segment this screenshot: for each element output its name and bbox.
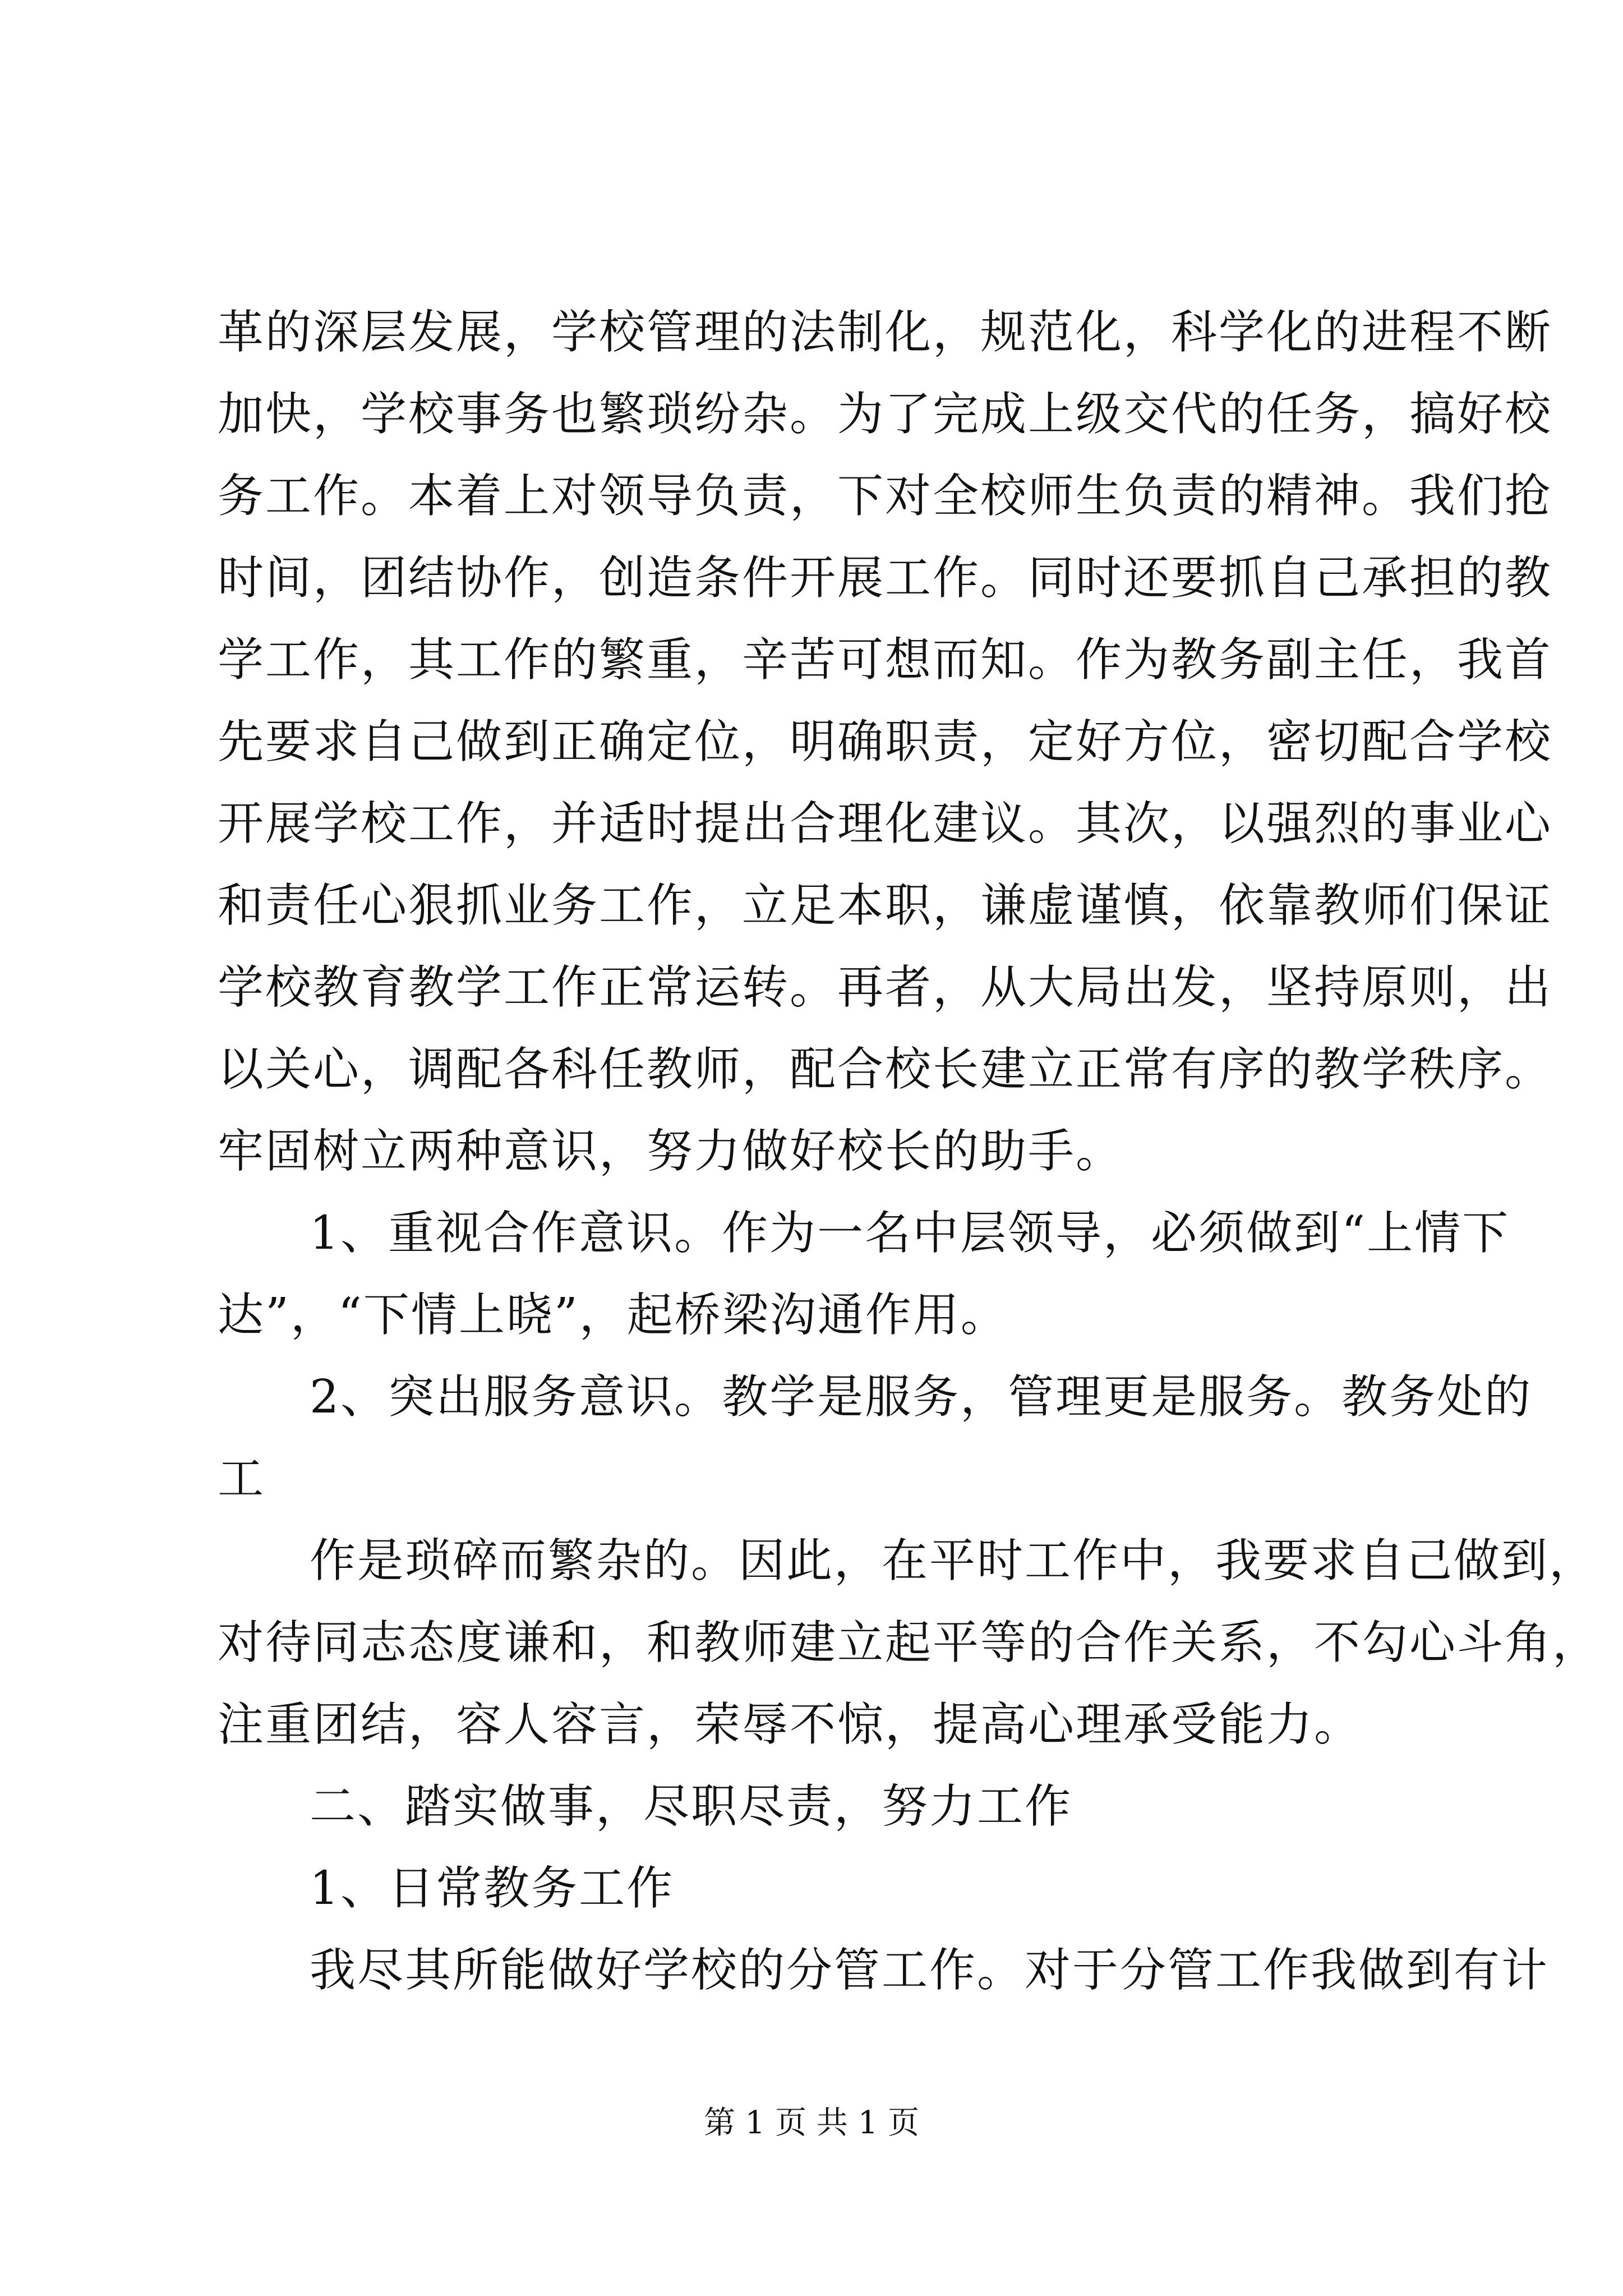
text-line-8: 和责任心狠抓业务工作，立足本职，谦虚谨慎，依靠教师们保证 [218,879,1553,932]
text-line-1: 革的深层发展，学校管理的法制化，规范化，科学化的进程不断 [218,306,1553,359]
paragraph-start-line: 我尽其所能做好学校的分管工作。对于分管工作我做到有计 [310,1944,1550,1997]
paragraph-line-2: 对待同志态度谦和，和教师建立起平等的合作关系，不勾心斗角， [218,1616,1601,1669]
list-item-2-line-2: 工 [218,1452,266,1506]
text-line-9: 学校教育教学工作正常运转。再者，从大局出发，坚持原则，出 [218,961,1553,1014]
text-line-7: 开展学校工作，并适时提出合理化建议。其次，以强烈的事业心 [218,797,1553,850]
list-item-2-line-1: 2、突出服务意识。教学是服务，管理更是服务。教务处的 [310,1370,1533,1424]
list-item-1-line-1: 1、重视合作意识。作为一名中层领导，必须做到“上情下 [310,1207,1510,1260]
paragraph-line-3: 注重团结，容人容言，荣辱不惊，提高心理承受能力。 [218,1698,1362,1751]
text-line-5: 学工作，其工作的繁重，辛苦可想而知。作为教务副主任，我首 [218,633,1553,687]
list-item-1-line-2: 达”，“下情上晓”，起桥梁沟通作用。 [218,1289,1008,1342]
text-line-6: 先要求自己做到正确定位，明确职责，定好方位，密切配合学校 [218,715,1553,769]
section-heading: 二、踏实做事，尽职尽责，努力工作 [310,1780,1073,1833]
document-body [218,292,1601,2012]
page-number-footer: 第 1 页 共 1 页 [703,2105,920,2141]
text-line-2: 加快，学校事务也繁琐纷杂。为了完成上级交代的任务，搞好校 [218,388,1553,441]
subsection-heading: 1、日常教务工作 [310,1862,675,1915]
text-line-3: 务工作。本着上对领导负责，下对全校师生负责的精神。我们抢 [218,470,1553,523]
text-line-10: 以关心，调配各科任教师，配合校长建立正常有序的教学秩序。 [218,1043,1553,1096]
text-line-11: 牢固树立两种意识，努力做好校长的助手。 [218,1125,1124,1178]
paragraph-line-1: 作是琐碎而繁杂的。因此，在平时工作中，我要求自己做到， [310,1534,1597,1588]
text-line-4: 时间，团结协作，创造条件开展工作。同时还要抓自己承担的教 [218,551,1553,605]
